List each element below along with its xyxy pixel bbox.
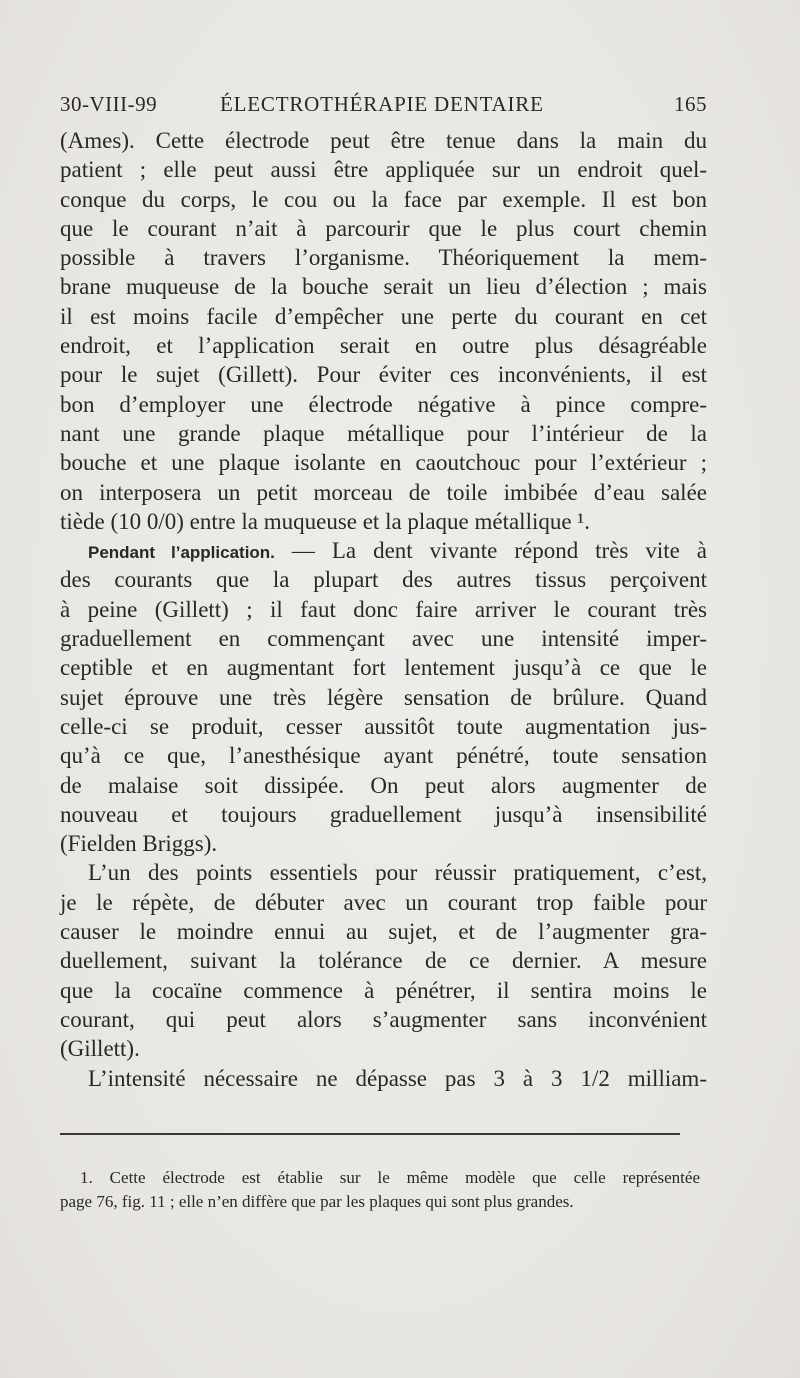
main-text xyxy=(60,126,707,1093)
footnote-line: page 76, fig. 11 ; elle n’en diffère que par les plaques qui sont plus grandes. xyxy=(60,1192,574,1211)
text-line: celle-ci se produit, cesser aussitôt toute augmentation jus- xyxy=(60,713,707,739)
text-line: (Fielden Briggs). xyxy=(60,831,218,857)
text-line: (Gillett). xyxy=(60,1036,140,1062)
text-line: à peine (Gillett) ; il faut donc faire arriver le courant très xyxy=(60,596,707,622)
paragraph-lead-line xyxy=(60,536,707,565)
text-line: L’un des points essentiels pour réussir pratiquement, c’est, xyxy=(88,860,707,886)
running-header xyxy=(60,86,707,126)
text-line: courant, qui peut alors s’augmenter sans inconvénient xyxy=(60,1006,707,1032)
text-line: il est moins facile d’empêcher une perte du courant en cet xyxy=(60,303,707,329)
text-line: graduellement en commençant avec une intensité imper- xyxy=(60,626,707,652)
text-line: endroit, et l’application serait en outre plus désagréable xyxy=(60,333,707,359)
text-line: L’intensité nécessaire ne dépasse pas 3 à 3 1/2 milliam- xyxy=(88,1065,707,1091)
text-fragment: — La dent vivante répond très vite à xyxy=(274,538,708,564)
text-line: de malaise soit dissipée. On peut alors augmenter de xyxy=(60,772,707,798)
text-line: on interposera un petit morceau de toile imbibée d’eau salée xyxy=(60,479,707,505)
section-run-in-heading: Pendant l’application. xyxy=(88,543,275,563)
text-line: nant une grande plaque métallique pour l’intérieur de la xyxy=(60,420,707,446)
text-line: brane muqueuse de la bouche serait un lieu d’élection ; mais xyxy=(60,274,707,300)
header-date: 30-VIII-99 xyxy=(60,92,158,116)
text-line: que la cocaïne commence à pénétrer, il sentira moins le xyxy=(60,977,707,1003)
text-line: patient ; elle peut aussi être appliquée sur un endroit quel- xyxy=(60,157,707,183)
text-line: sujet éprouve une très légère sensation de brûlure. Quand xyxy=(60,684,707,710)
text-line: qu’à ce que, l’anesthésique ayant pénétré, toute sensation xyxy=(60,743,707,769)
page-number: 165 xyxy=(674,92,707,116)
footnote-line: 1. Cette électrode est établie sur le même modèle que celle représentée xyxy=(80,1168,700,1187)
text-line: tiède (10 0/0) entre la muqueuse et la plaque métallique ¹. xyxy=(60,508,590,534)
text-line: que le courant n’ait à parcourir que le plus court chemin xyxy=(60,215,707,241)
footnote-rule xyxy=(60,1133,680,1135)
text-line: je le répète, de débuter avec un courant trop faible pour xyxy=(60,889,707,915)
footnote xyxy=(60,1166,700,1214)
text-line: possible à travers l’organisme. Théoriquement la mem- xyxy=(60,245,707,271)
text-line: des courants que la plupart des autres tissus perçoivent xyxy=(60,567,707,593)
text-line: conque du corps, le cou ou la face par exemple. Il est bon xyxy=(60,186,707,212)
text-line: ceptible et en augmentant fort lentement jusqu’à ce que le xyxy=(60,655,707,681)
text-line: nouveau et toujours graduellement jusqu’à insensibilité xyxy=(60,801,707,827)
text-line: bon d’employer une électrode négative à pince compre- xyxy=(60,391,707,417)
text-line: duellement, suivant la tolérance de ce dernier. A mesure xyxy=(60,948,707,974)
text-line: (Ames). Cette électrode peut être tenue dans la main du xyxy=(60,128,707,153)
header-title: ÉLECTROTHÉRAPIE DENTAIRE xyxy=(220,92,544,116)
text-line: causer le moindre ennui au sujet, et de l’augmenter gra- xyxy=(60,919,707,945)
text-line: pour le sujet (Gillett). Pour éviter ces inconvénients, il est xyxy=(60,362,707,388)
text-line: bouche et une plaque isolante en caoutchouc pour l’extérieur ; xyxy=(60,450,707,476)
